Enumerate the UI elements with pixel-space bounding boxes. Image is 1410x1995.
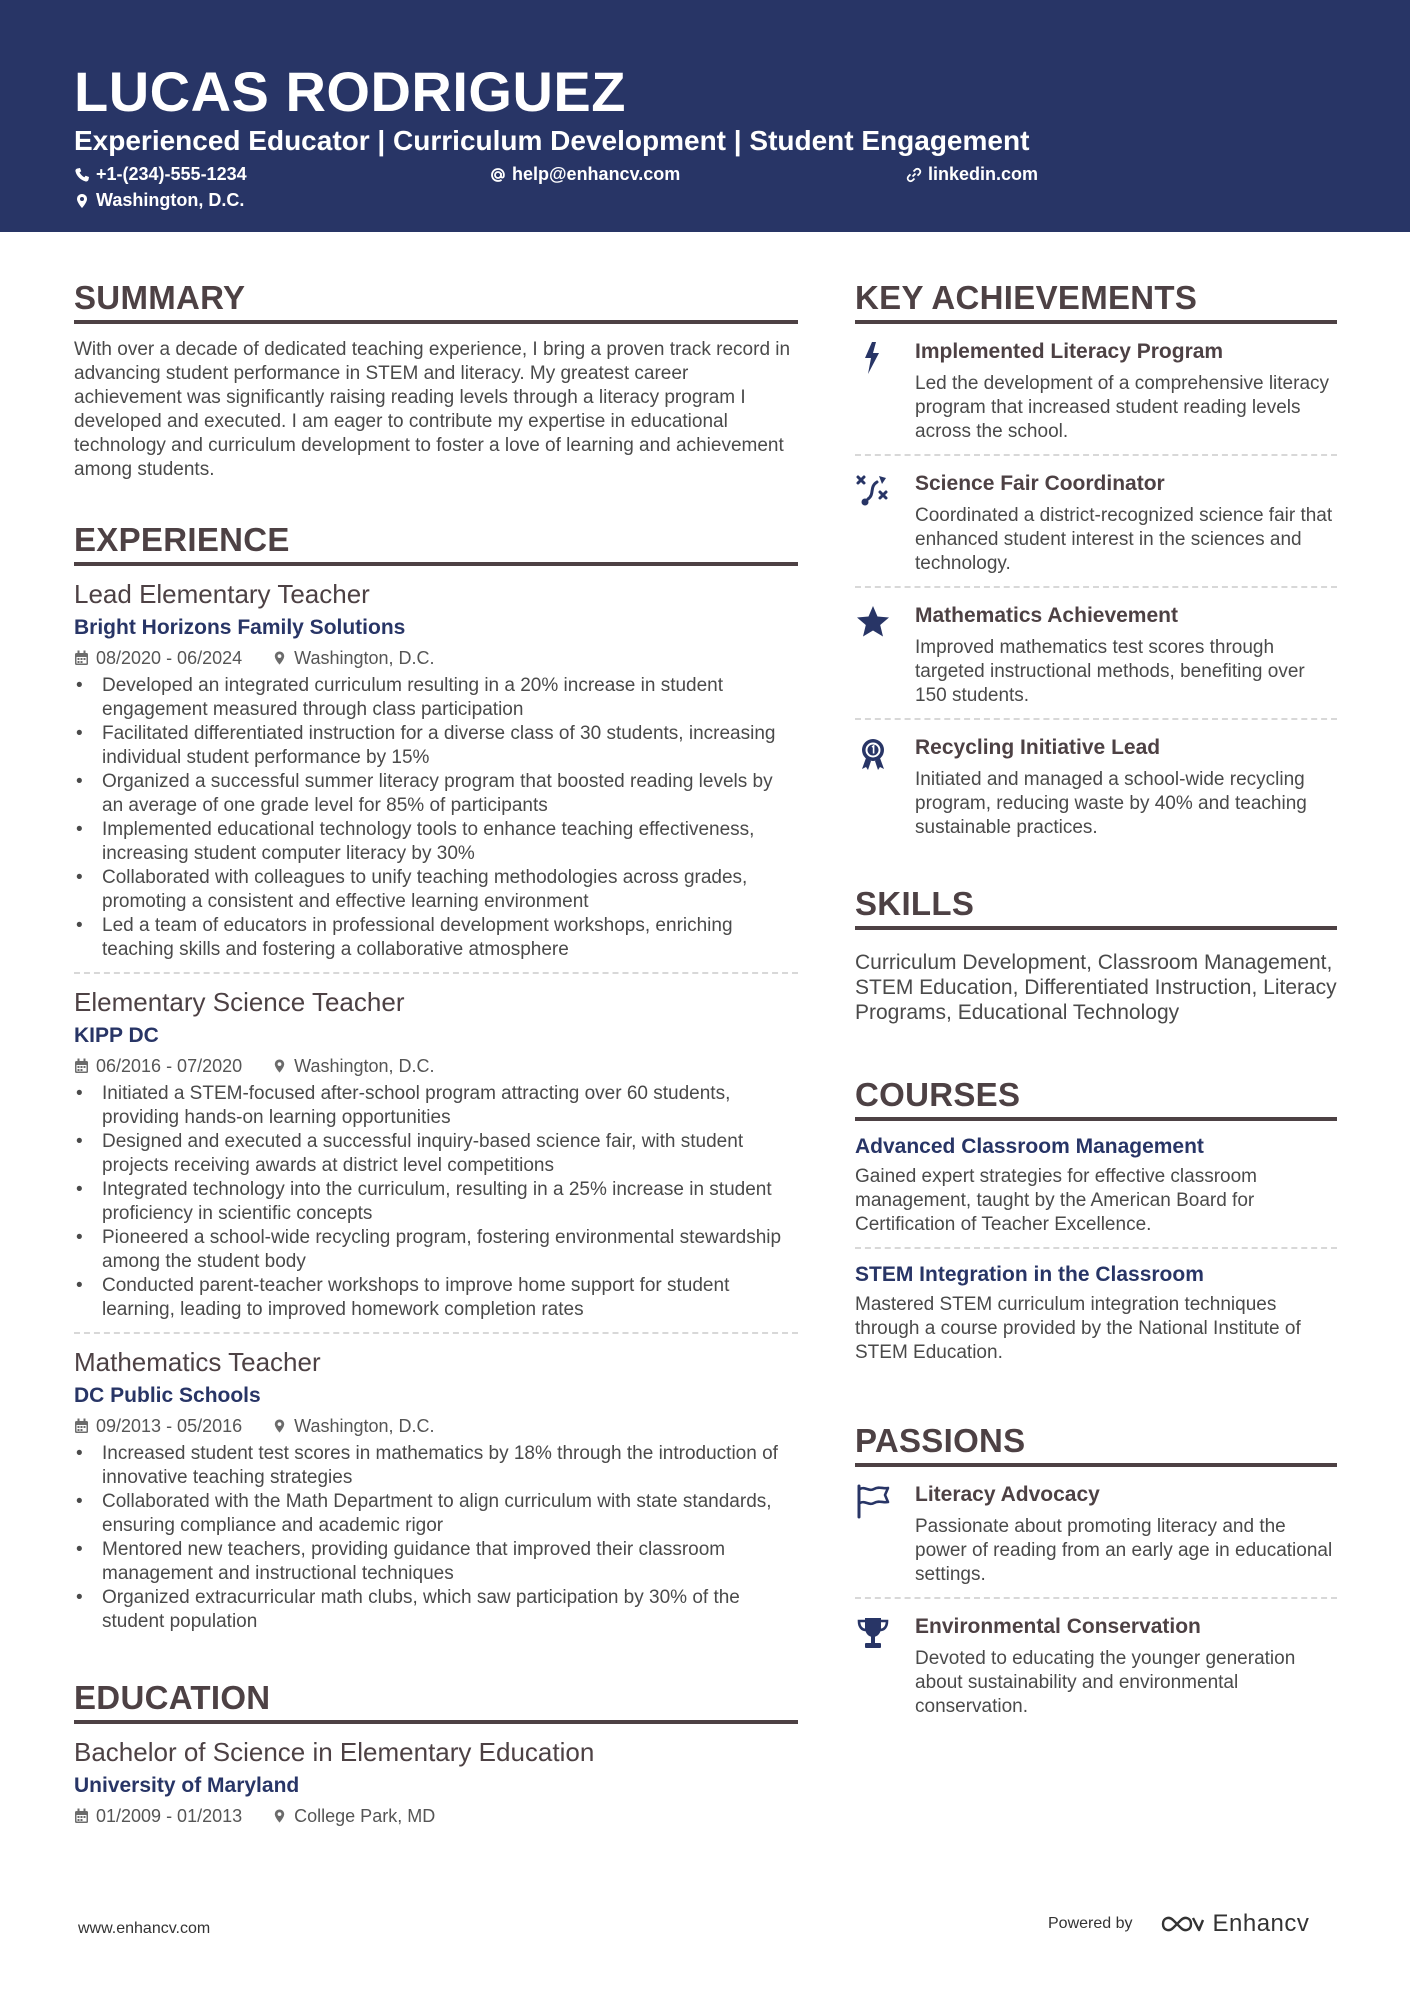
achievement-title: Mathematics Achievement — [915, 604, 1178, 627]
bullet-item: • Designed and executed a successful inquiry-based science fair, with student projects receiving awards at district level competitions — [74, 1130, 798, 1178]
dates-text: 09/2013 - 05/2016 — [96, 1416, 243, 1436]
company-name: DC Public Schools — [74, 1384, 261, 1407]
experience-item — [74, 566, 798, 974]
job-meta — [74, 1054, 798, 1078]
experience-heading: EXPERIENCE — [74, 520, 798, 566]
at-icon — [490, 167, 506, 183]
location-pin-icon — [272, 1808, 287, 1824]
company-name: KIPP DC — [74, 1024, 159, 1047]
enhancv-logo-icon — [1159, 1912, 1205, 1936]
job-location — [272, 1054, 434, 1078]
achievement-item — [855, 588, 1337, 720]
passions-heading: PASSIONS — [855, 1421, 1337, 1467]
summary-text: With over a decade of dedicated teaching experience, I bring a proven track record in advancing student performance in STEM and literacy. My greatest career achievement was significantly raising reading levels through a literacy program I developed and executed. I am eager to contribute my expertise in educational technology and curriculum development to foster a love of learning and achievement among students. — [74, 339, 791, 480]
dates-text: 01/2009 - 01/2013 — [96, 1806, 243, 1826]
achievement-title: Recycling Initiative Lead — [915, 736, 1161, 759]
bullet-item: • Implemented educational technology tools to enhance teaching effectiveness, increasing student computer literacy by 30% — [74, 818, 798, 866]
bullet-item: • Conducted parent-teacher workshops to improve home support for student learning, leading to improved homework completion rates — [74, 1274, 798, 1322]
company-name: Bright Horizons Family Solutions — [74, 616, 406, 639]
left-column — [74, 278, 798, 1876]
candidate-name: LUCAS RODRIGUEZ — [74, 60, 626, 123]
location-pin-icon — [272, 1058, 287, 1074]
education-location — [272, 1804, 435, 1828]
bullet-item: • Integrated technology into the curriculum, resulting in a 25% increase in student proficiency in scientific concepts — [74, 1178, 798, 1226]
right-column — [855, 278, 1337, 1767]
achievement-title: Implemented Literacy Program — [915, 340, 1224, 363]
course-desc: Gained expert strategies for effective classroom management, taught by the American Board for Certification of Teacher Excellence. — [855, 1166, 1258, 1235]
bullet-item: • Developed an integrated curriculum resulting in a 20% increase in student engagement measured through class participation — [74, 674, 798, 722]
education-dates — [74, 1804, 242, 1828]
skills-text: Curriculum Development, Classroom Management, STEM Education, Differentiated Instruction, Literacy Programs, Educational Technology — [855, 951, 1337, 1024]
education-meta — [74, 1804, 798, 1828]
achievements-heading: KEY ACHIEVEMENTS — [855, 278, 1337, 324]
course-title: STEM Integration in the Classroom — [855, 1263, 1204, 1286]
footer-website[interactable]: www.enhancv.com — [78, 1920, 211, 1937]
education-item — [74, 1724, 798, 1838]
course-item — [855, 1249, 1337, 1375]
job-meta — [74, 646, 798, 670]
calendar-icon — [74, 650, 89, 666]
degree-title: Bachelor of Science in Elementary Education — [74, 1737, 595, 1767]
dates-text: 06/2016 - 07/2020 — [96, 1056, 243, 1076]
bullet-item: • Initiated a STEM-focused after-school program attracting over 60 students, providing hands-on learning opportunities — [74, 1082, 798, 1130]
summary-heading: SUMMARY — [74, 278, 798, 324]
education-section — [74, 1678, 798, 1838]
achievement-item — [855, 720, 1337, 850]
location-text: College Park, MD — [294, 1806, 436, 1826]
location-text: Washington, D.C. — [294, 648, 435, 668]
contact-phone[interactable] — [74, 164, 247, 185]
bullet-item: • Organized a successful summer literacy program that boosted reading levels by an average of one grade level for 85% of participants — [74, 770, 798, 818]
job-dates — [74, 646, 242, 670]
location-text: Washington, D.C. — [294, 1056, 435, 1076]
job-dates — [74, 1054, 242, 1078]
job-bullets — [74, 674, 798, 962]
bullet-item: • Facilitated differentiated instruction for a diverse class of 30 students, increasing individual student performance by 15% — [74, 722, 798, 770]
job-location — [272, 646, 434, 670]
brand-name: Enhancv — [1212, 1910, 1310, 1937]
achievement-item — [855, 324, 1337, 456]
email-text: help@enhancv.com — [512, 164, 681, 184]
passion-desc: Devoted to educating the younger generation about sustainability and environmental conservation. — [915, 1648, 1296, 1717]
education-heading: EDUCATION — [74, 1678, 798, 1724]
courses-heading: COURSES — [855, 1075, 1337, 1121]
calendar-icon — [74, 1418, 89, 1434]
brand-logo[interactable] — [1159, 1910, 1310, 1938]
job-dates — [74, 1414, 242, 1438]
skills-section — [855, 884, 1337, 1025]
bullet-item: • Led a team of educators in professional development workshops, enriching teaching skills and fostering a collaborative atmosphere — [74, 914, 798, 962]
location-pin-icon — [272, 1418, 287, 1434]
experience-item — [74, 1334, 798, 1644]
bullet-item: • Mentored new teachers, providing guidance that improved their classroom management and instructional techniques — [74, 1538, 798, 1586]
course-title: Advanced Classroom Management — [855, 1135, 1204, 1158]
passion-desc: Passionate about promoting literacy and the power of reading from an early age in educational settings. — [915, 1516, 1333, 1585]
course-desc: Mastered STEM curriculum integration techniques through a course provided by the National Institute of STEM Education. — [855, 1294, 1301, 1363]
job-meta — [74, 1414, 798, 1438]
resume-header — [0, 0, 1410, 232]
achievement-desc: Led the development of a comprehensive literacy program that increased student reading levels across the school. — [915, 373, 1330, 442]
passion-item — [855, 1467, 1337, 1599]
link-text: linkedin.com — [928, 164, 1039, 184]
school-name: University of Maryland — [74, 1774, 300, 1797]
achievement-desc: Improved mathematics test scores through targeted instructional methods, benefiting over 150 students. — [915, 637, 1305, 706]
job-bullets — [74, 1442, 798, 1634]
phone-icon — [74, 167, 90, 183]
bullet-item: • Increased student test scores in mathematics by 18% through the introduction of innovative teaching strategies — [74, 1442, 798, 1490]
passions-section — [855, 1421, 1337, 1729]
calendar-icon — [74, 1808, 89, 1824]
location-text: Washington, D.C. — [96, 190, 245, 210]
job-bullets — [74, 1082, 798, 1322]
bullet-item: • Collaborated with colleagues to unify teaching methodologies across grades, promoting a consistent and effective learning environment — [74, 866, 798, 914]
bullet-item: • Pioneered a school-wide recycling program, fostering environmental stewardship among the student body — [74, 1226, 798, 1274]
location-text: Washington, D.C. — [294, 1416, 435, 1436]
contact-email[interactable] — [490, 164, 680, 185]
job-title: Mathematics Teacher — [74, 1347, 321, 1377]
job-title: Elementary Science Teacher — [74, 987, 405, 1017]
dates-text: 08/2020 - 06/2024 — [96, 648, 243, 668]
achievement-desc: Initiated and managed a school-wide recycling program, reducing waste by 40% and teaching sustainable practices. — [915, 769, 1307, 838]
footer-branding — [1048, 1910, 1309, 1938]
achievement-title: Science Fair Coordinator — [915, 472, 1165, 495]
bolt-icon — [855, 340, 891, 376]
passion-title: Environmental Conservation — [915, 1615, 1201, 1638]
headline: Experienced Educator | Curriculum Development | Student Engagement — [74, 125, 1030, 156]
flag-icon — [855, 1483, 891, 1519]
calendar-icon — [74, 1058, 89, 1074]
bullet-item: • Collaborated with the Math Department to align curriculum with state standards, ensuring compliance and academic rigor — [74, 1490, 798, 1538]
location-pin-icon — [272, 650, 287, 666]
powered-by-text: Powered by — [1048, 1915, 1133, 1932]
contact-location — [74, 190, 244, 211]
contact-info — [74, 164, 1336, 216]
link-icon — [906, 167, 922, 183]
achievement-desc: Coordinated a district-recognized science fair that enhanced student interest in the sciences and technology. — [915, 505, 1333, 574]
bullet-item: • Organized extracurricular math clubs, which saw participation by 30% of the student population — [74, 1586, 798, 1634]
strategy-icon — [855, 472, 891, 508]
achievement-item — [855, 456, 1337, 588]
experience-item — [74, 974, 798, 1334]
course-item — [855, 1121, 1337, 1249]
summary-section — [74, 278, 798, 482]
star-icon — [855, 604, 891, 640]
medal-icon — [855, 736, 891, 772]
experience-section — [74, 520, 798, 1644]
contact-link[interactable] — [906, 164, 1038, 185]
job-title: Lead Elementary Teacher — [74, 579, 370, 609]
achievements-section — [855, 278, 1337, 850]
job-location — [272, 1414, 434, 1438]
courses-section — [855, 1075, 1337, 1375]
skills-heading: SKILLS — [855, 884, 1337, 930]
location-pin-icon — [74, 193, 90, 209]
phone-text: +1-(234)-555-1234 — [96, 164, 247, 184]
passion-title: Literacy Advocacy — [915, 1483, 1100, 1506]
passion-item — [855, 1599, 1337, 1729]
trophy-icon — [855, 1615, 891, 1651]
